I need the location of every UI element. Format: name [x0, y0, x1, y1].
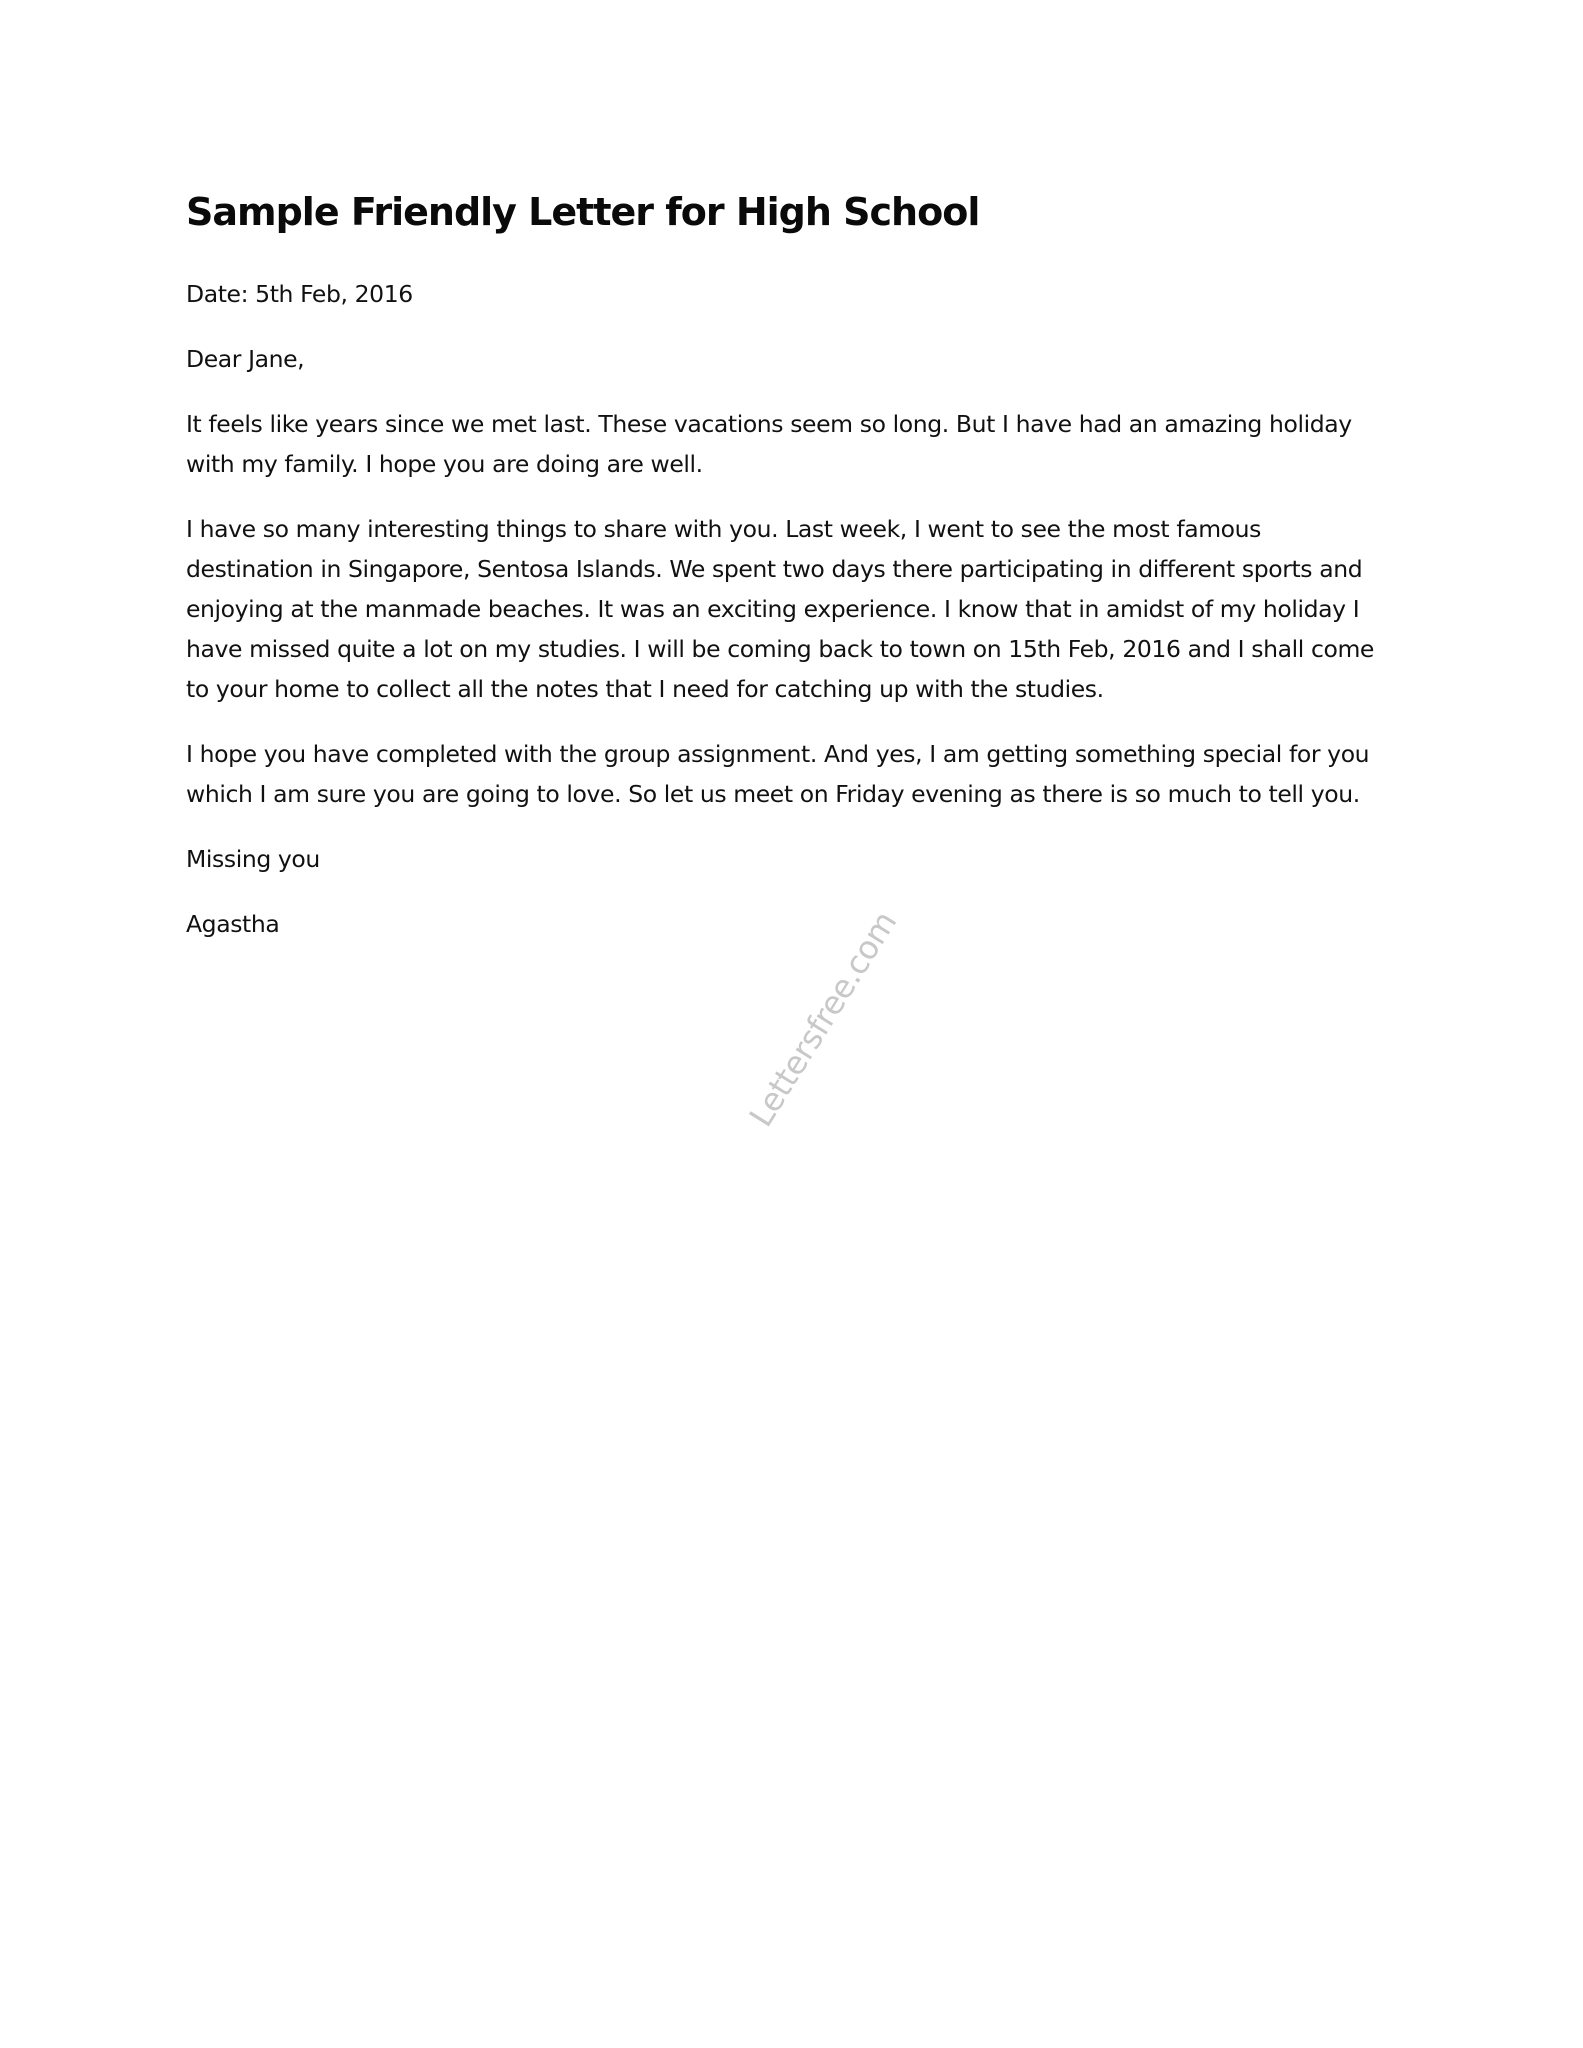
letter-signature: Agastha [186, 910, 280, 938]
letter-paragraph-3: I hope you have completed with the group assignment. And yes, I am getting something special for you which I am sure you are going to love. So let us meet on Friday evening as there is so much to tell you. [186, 740, 1370, 808]
letter-closing: Missing you [186, 845, 320, 873]
letter-body [186, 186, 1386, 969]
watermark: Lettersfree.com [741, 904, 905, 1134]
letter-date: Date: 5th Feb, 2016 [186, 280, 413, 308]
letter-title: Sample Friendly Letter for High School [186, 190, 980, 234]
letter-salutation: Dear Jane, [186, 345, 305, 373]
letter-paragraph-2: I have so many interesting things to share with you. Last week, I went to see the most famous destination in Singapore, Sentosa Islands. We spent two days there participating in different sports and enjoying at the manmade beaches. It was an exciting experience. I know that in amidst of my holiday I have missed quite a lot on my studies. I will be coming back to town on 15th Feb, 2016 and I shall come to your home to collect all the notes that I need for catching up with the studies. [186, 515, 1374, 703]
letter-paragraph-1: It feels like years since we met last. These vacations seem so long. But I have had an amazing holiday with my family. I hope you are doing are well. [186, 410, 1352, 478]
